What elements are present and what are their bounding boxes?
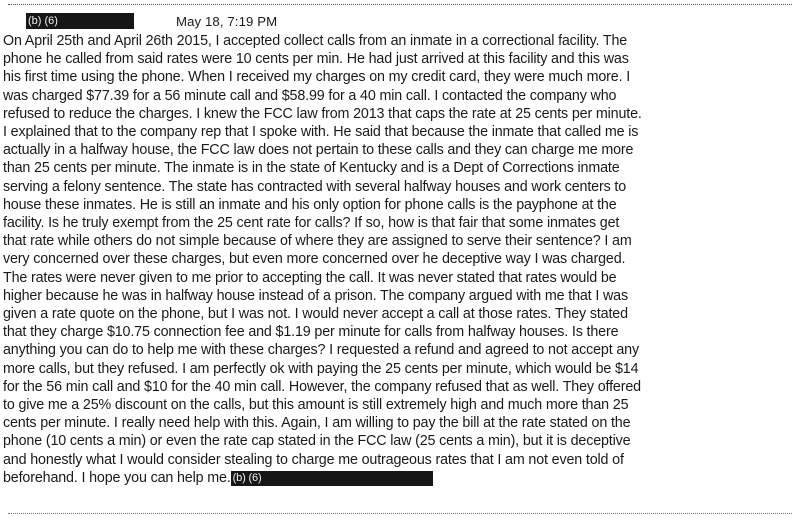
message-line: and honestly what I would consider stealing to charge me outrageous rates that I am not even told of (3, 451, 624, 468)
message-line: phone he called from said rates were 10 cents per min. He had just arrived at this facility and this was (3, 51, 629, 68)
message-line: than 25 cents per minute. The inmate is in the state of Kentucky and is a Dept of Corrections inmate (3, 160, 620, 177)
message-header (26, 11, 277, 31)
message-line: serving a felony sentence. The state has contracted with several halfway houses and work centers to (3, 178, 627, 195)
message-body (3, 32, 800, 487)
message-line: phone (10 cents a min) or even the rate cap stated in the FCC law (25 cents a min), but it is deceptive (3, 433, 631, 450)
message-line: facility. Is he truly exempt from the 25 cent rate for calls? If so, how is that fair that some inmates get (3, 215, 620, 232)
message-line: very concerned over these charges, but even more concerned over he deceptive way I was charged. (3, 251, 626, 268)
signature-redaction-box: (b) (6) (231, 471, 433, 486)
top-dotted-rule (8, 4, 792, 5)
sender-redaction-box: (b) (6) (26, 13, 134, 29)
message-line: for the 56 min call and $10 for the 40 min call. However, the company refused that as well. They offered (3, 378, 641, 395)
message-line: I explained that to the company rep that I spoke with. He said that because the inmate that called me is (3, 124, 639, 141)
message-line: that they charge $10.75 connection fee and $1.19 per minute for calls from halfway houses. Is there (3, 324, 619, 341)
message-line: The rates were never given to me prior to accepting the call. It was never stated that rates would be (3, 269, 617, 286)
message-closing-text: beforehand. I hope you can help me. (3, 469, 231, 486)
message-line: On April 25th and April 26th 2015, I accepted collect calls from an inmate in a correctional facility. The (3, 33, 628, 49)
message-line: was charged $77.39 for a 56 minute call and $58.99 for a 40 min call. I contacted the company who (3, 87, 617, 104)
message-line: cents per minute. I really need help with this. Again, I am willing to pay the bill at the rate stated on the (3, 415, 631, 432)
message-line: refused to reduce the charges. I knew the FCC law from 2013 that caps the rate at 25 cents per minute. (3, 105, 642, 122)
message-line: that rate while others do not simple because of where they are assigned to serve their sentence? I am (3, 233, 632, 250)
message-line: to give me a 25% discount on the calls, but this amount is still extremely high and much more than 25 (3, 397, 629, 414)
bottom-dotted-rule (8, 513, 792, 514)
message-line: more calls, but they refused. I am perfectly ok with paying the 25 cents per minute, which would be $14 (3, 360, 639, 377)
message-line: higher because he was in halfway house instead of a prison. The company argued with me that I was (3, 287, 628, 304)
message-line: house these inmates. He is still an inmate and his only option for phone calls is the payphone at the (3, 196, 617, 213)
message-line: given a rate quote on the phone, but I was not. I would never accept a call at those rates. They stated (3, 306, 628, 323)
message-line: his first time using the phone. When I received my charges on my credit card, they were much more. I (3, 69, 631, 86)
message-timestamp: May 18, 7:19 PM (176, 13, 278, 29)
message-line: actually in a halfway house, the FCC law does not pertain to these calls and they can charge me more (3, 142, 634, 159)
message-line: anything you can do to help me with these charges? I requested a refund and agreed to not accept any (3, 342, 639, 359)
message-closing-line (3, 469, 800, 487)
